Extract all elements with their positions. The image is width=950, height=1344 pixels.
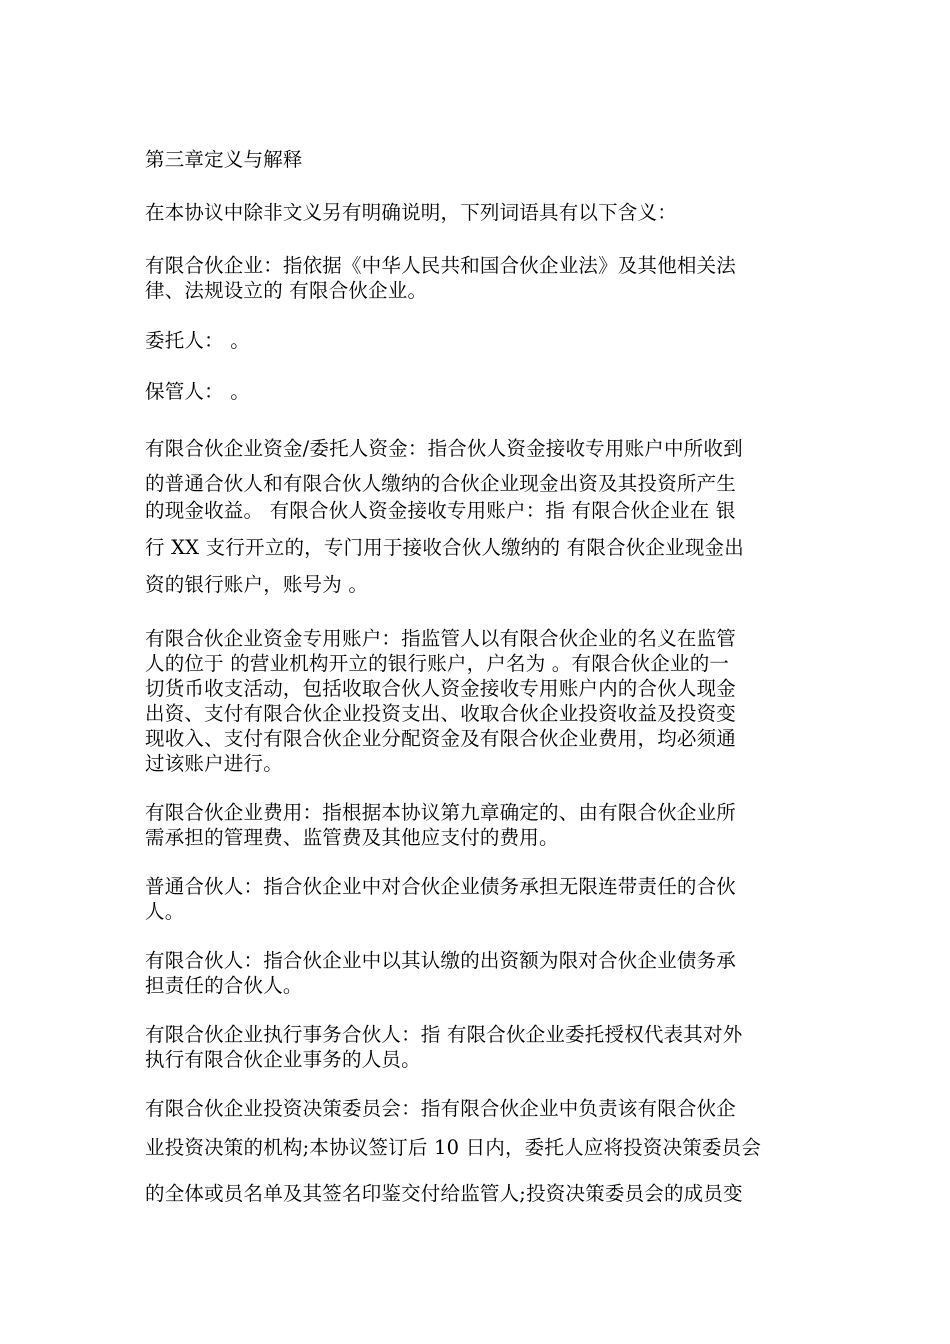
definition-line: 有限合伙人：指合伙企业中以其认缴的出资额为限对合伙企业债务承 [145,949,737,972]
definition-line: 资的银行账户，账号为 。 [145,573,369,596]
definition-line: 有限合伙企业投资决策委员会：指有限合伙企业中负责该有限合伙企 [145,1097,737,1120]
definition-line: 的普通合伙人和有限合伙人缴纳的合伙企业现金出资及其投资所产生 [145,472,737,495]
definition-line: 现收入、支付有限合伙企业分配资金及有限合伙企业费用，均必须通 [145,727,737,750]
definition-line: 业投资决策的机构;本协议签订后 10 日内，委托人应将投资决策委员会 [145,1136,762,1159]
intro-line: 在本协议中除非文义另有明确说明，下列词语具有以下含义： [145,201,677,224]
definition-line: 的现金收益。 有限合伙人资金接收专用账户：指 有限合伙企业在 银 [145,499,736,522]
definition-line: 过该账户进行。 [145,752,283,775]
definition-line: 的全体或员名单及其签名印鉴交付给监管人;投资决策委员会的成员变 [145,1182,743,1205]
definition-line: 人。 [145,900,185,923]
definition-line: 担责任的合伙人。 [145,974,303,997]
definition-line: 执行有限合伙企业事务的人员。 [145,1048,421,1071]
chapter-heading: 第三章定义与解释 [145,148,303,171]
definition-line: 需承担的管理费、监管费及其他应支付的费用。 [145,826,559,849]
definition-line: 有限合伙企业费用：指根据本协议第九章确定的、由有限合伙企业所 [145,801,737,824]
definition-line: 行 XX 支行开立的，专门用于接收合伙人缴纳的 有限合伙企业现金出 [145,536,744,559]
definition-line: 普通合伙人：指合伙企业中对合伙企业债务承担无限连带责任的合伙 [145,875,737,898]
definition-line: 人的位于 的营业机构开立的银行账户，户名为 。有限合伙企业的一 [145,652,730,675]
definition-line: 有限合伙企业：指依据《中华人民共和国合伙企业法》及其他相关法 [145,254,737,277]
definition-line: 保管人： 。 [145,380,250,403]
definition-line: 有限合伙企业资金专用账户：指监管人以有限合伙企业的名义在监管 [145,627,737,650]
definition-line: 有限合伙企业执行事务合伙人：指 有限合伙企业委托授权代表其对外 [145,1023,743,1046]
definition-line: 委托人： 。 [145,329,250,352]
definition-line: 出资、支付有限合伙企业投资支出、收取合伙企业投资收益及投资变 [145,702,737,725]
definition-line: 切货币收支活动，包括收取合伙人资金接收专用账户内的合伙人现金 [145,677,737,700]
definition-line: 有限合伙企业资金/委托人资金：指合伙人资金接收专用账户中所收到 [145,437,743,460]
definition-line: 律、法规设立的 有限合伙企业。 [145,279,428,302]
